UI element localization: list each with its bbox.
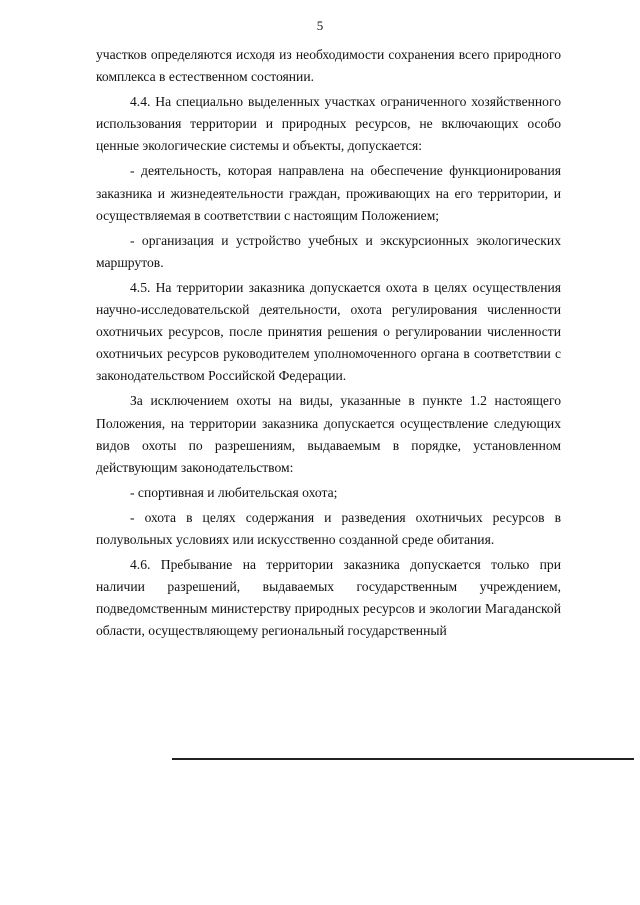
paragraph-4-4: 4.4. На специально выделенных участках ограниченного хозяйственного использования территории и природных ресурсов, не включающих особо ценные экологические системы и объекты, допускается: (96, 94, 561, 154)
paragraph-hunting-exceptions: За исключением охоты на виды, указанные в пункте 1.2 настоящего Положения, на территории заказника допускается осуществление следующих видов охоты по разрешениям, выдаваемым в порядке, установленном действующим законодательством: (96, 393, 561, 475)
document-body (96, 44, 561, 642)
paragraph-4-6: 4.6. Пребывание на территории заказника допускается только при наличии разрешений, выдаваемых государственным учреждением, подведомственным министерству природных ресурсов и экологии Магаданской области, осуществляющему региональный государственный (96, 557, 561, 639)
paragraph-continuation: участков определяются исходя из необходимости сохранения всего природного комплекса в естественном состоянии. (96, 47, 561, 85)
list-item-activity: - деятельность, которая направлена на обеспечение функционирования заказника и жизнедеятельности граждан, проживающих на его территории, и осуществляемая в соответствии с настоящим Положением; (96, 163, 561, 223)
list-item-breeding-hunting: - охота в целях содержания и разведения охотничьих ресурсов в полувольных условиях или искусственно созданной среде обитания. (96, 509, 561, 547)
horizontal-rule (172, 758, 634, 760)
list-item-routes: - организация и устройство учебных и экскурсионных экологических маршрутов. (96, 232, 561, 270)
page-number: 5 (316, 18, 324, 33)
list-item-sport-hunting: - спортивная и любительская охота; (130, 484, 338, 500)
paragraph-4-5: 4.5. На территории заказника допускается охота в целях осуществления научно-исследовательской деятельности, охота регулирования численности охотничьих ресурсов, после принятия решения о регулировании численности охотничьих ресурсов руководителем уполномоченного органа в соответствии с законодательством Российской Федерации. (96, 279, 561, 384)
